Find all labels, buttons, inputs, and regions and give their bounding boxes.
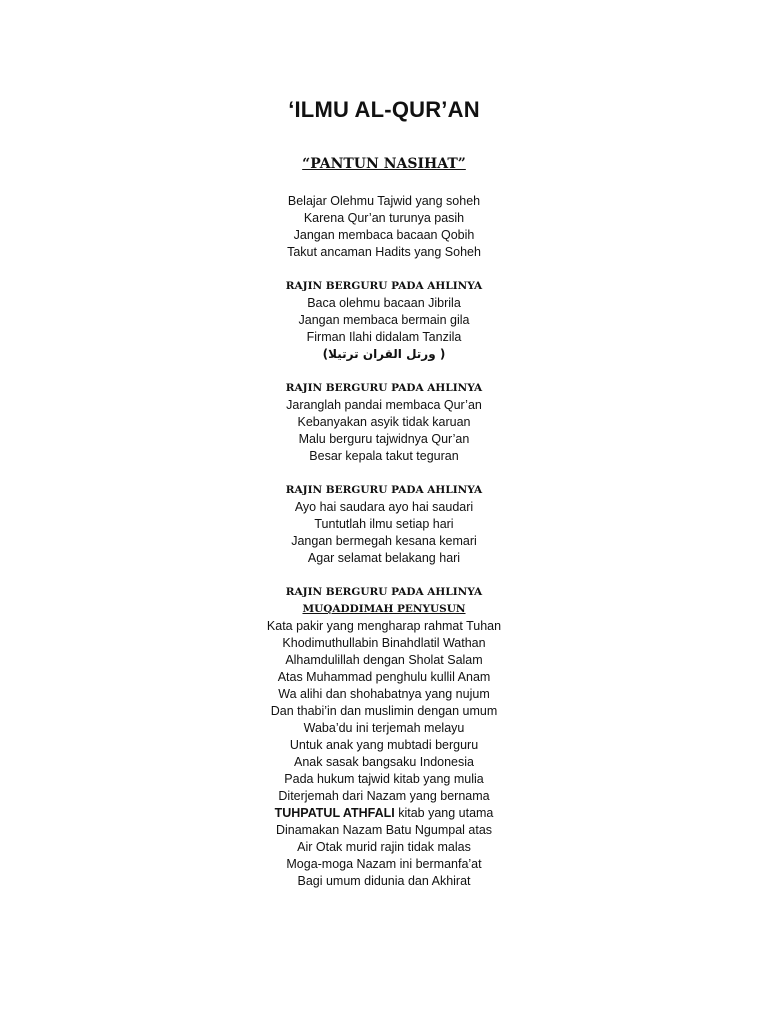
stanza-line: Belajar Olehmu Tajwid yang soheh xyxy=(287,194,481,208)
refrain-line: RAJIN BERGURU PADA AHLINYA xyxy=(285,382,483,394)
document-subtitle: “PANTUN NASIHAT” xyxy=(302,156,466,172)
stanza-line: Firman Ilahi didalam Tanzila xyxy=(306,330,462,344)
muqaddimah-line: Moga-moga Nazam ini bermanfa’at xyxy=(286,857,482,871)
muqaddimah-line: Dinamakan Nazam Batu Ngumpal atas xyxy=(275,823,493,837)
tuhpatul-athfali-title: TUHPATUL ATHFALI xyxy=(274,806,395,820)
refrain-line: RAJIN BERGURU PADA AHLINYA xyxy=(285,484,483,496)
stanza-line: Kebanyakan asyik tidak karuan xyxy=(297,415,471,429)
muqaddimah-line: Khodimuthullabin Binahdlatil Wathan xyxy=(282,636,486,650)
stanza-line: Agar selamat belakang hari xyxy=(307,551,461,565)
muqaddimah-line: Diterjemah dari Nazam yang bernama xyxy=(278,789,490,803)
muqaddimah-line-tuhpatul xyxy=(0,805,768,822)
muqaddimah-line: Waba’du ini terjemah melayu xyxy=(303,721,465,735)
stanza-gap xyxy=(0,363,768,380)
stanza-line: Baca olehmu bacaan Jibrila xyxy=(307,296,461,310)
stanza-line: Malu berguru tajwidnya Qur’an xyxy=(298,432,470,446)
muqaddimah-line: Wa alihi dan shohabatnya yang nujum xyxy=(278,687,490,701)
muqaddimah-line: Alhamdulillah dengan Sholat Salam xyxy=(285,653,483,667)
muqaddimah-line: Bagi umum didunia dan Akhirat xyxy=(297,874,471,888)
muqaddimah-line: Dan thabi’in dan muslimin dengan umum xyxy=(270,704,498,718)
stanza-line: Karena Qur’an turunya pasih xyxy=(303,211,465,225)
document-body xyxy=(0,193,768,890)
muqaddimah-line: Kata pakir yang mengharap rahmat Tuhan xyxy=(266,619,502,633)
arabic-verse: ( ورتل القران ترتيلا) xyxy=(322,347,446,361)
stanza-line: Jaranglah pandai membaca Qur’an xyxy=(286,398,482,412)
muqaddimah-line: Untuk anak yang mubtadi berguru xyxy=(289,738,479,752)
refrain-line: RAJIN BERGURU PADA AHLINYA xyxy=(285,586,483,598)
stanza-line: Jangan bermegah kesana kemari xyxy=(291,534,477,548)
stanza-line: Takut ancaman Hadits yang Soheh xyxy=(287,245,481,259)
stanza-gap xyxy=(0,261,768,278)
stanza-line: Jangan membaca bermain gila xyxy=(298,313,470,327)
muqaddimah-line: Pada hukum tajwid kitab yang mulia xyxy=(284,772,484,786)
tuhpatul-rest: kitab yang utama xyxy=(394,806,494,820)
stanza-line: Tuntutlah ilmu setiap hari xyxy=(314,517,454,531)
stanza-line: Jangan membaca bacaan Qobih xyxy=(293,228,475,242)
stanza-line: Besar kepala takut teguran xyxy=(309,449,459,463)
muqaddimah-heading: MUQADDIMAH PENYUSUN xyxy=(302,603,466,615)
stanza-gap xyxy=(0,567,768,584)
muqaddimah-line: Anak sasak bangsaku Indonesia xyxy=(294,755,474,769)
muqaddimah-line: Atas Muhammad penghulu kullil Anam xyxy=(277,670,491,684)
stanza-line: Ayo hai saudara ayo hai saudari xyxy=(294,500,474,514)
document-title: ‘ILMU AL-QUR’AN xyxy=(288,97,480,122)
muqaddimah-line: Air Otak murid rajin tidak malas xyxy=(297,840,471,854)
refrain-line: RAJIN BERGURU PADA AHLINYA xyxy=(285,280,483,292)
stanza-gap xyxy=(0,465,768,482)
